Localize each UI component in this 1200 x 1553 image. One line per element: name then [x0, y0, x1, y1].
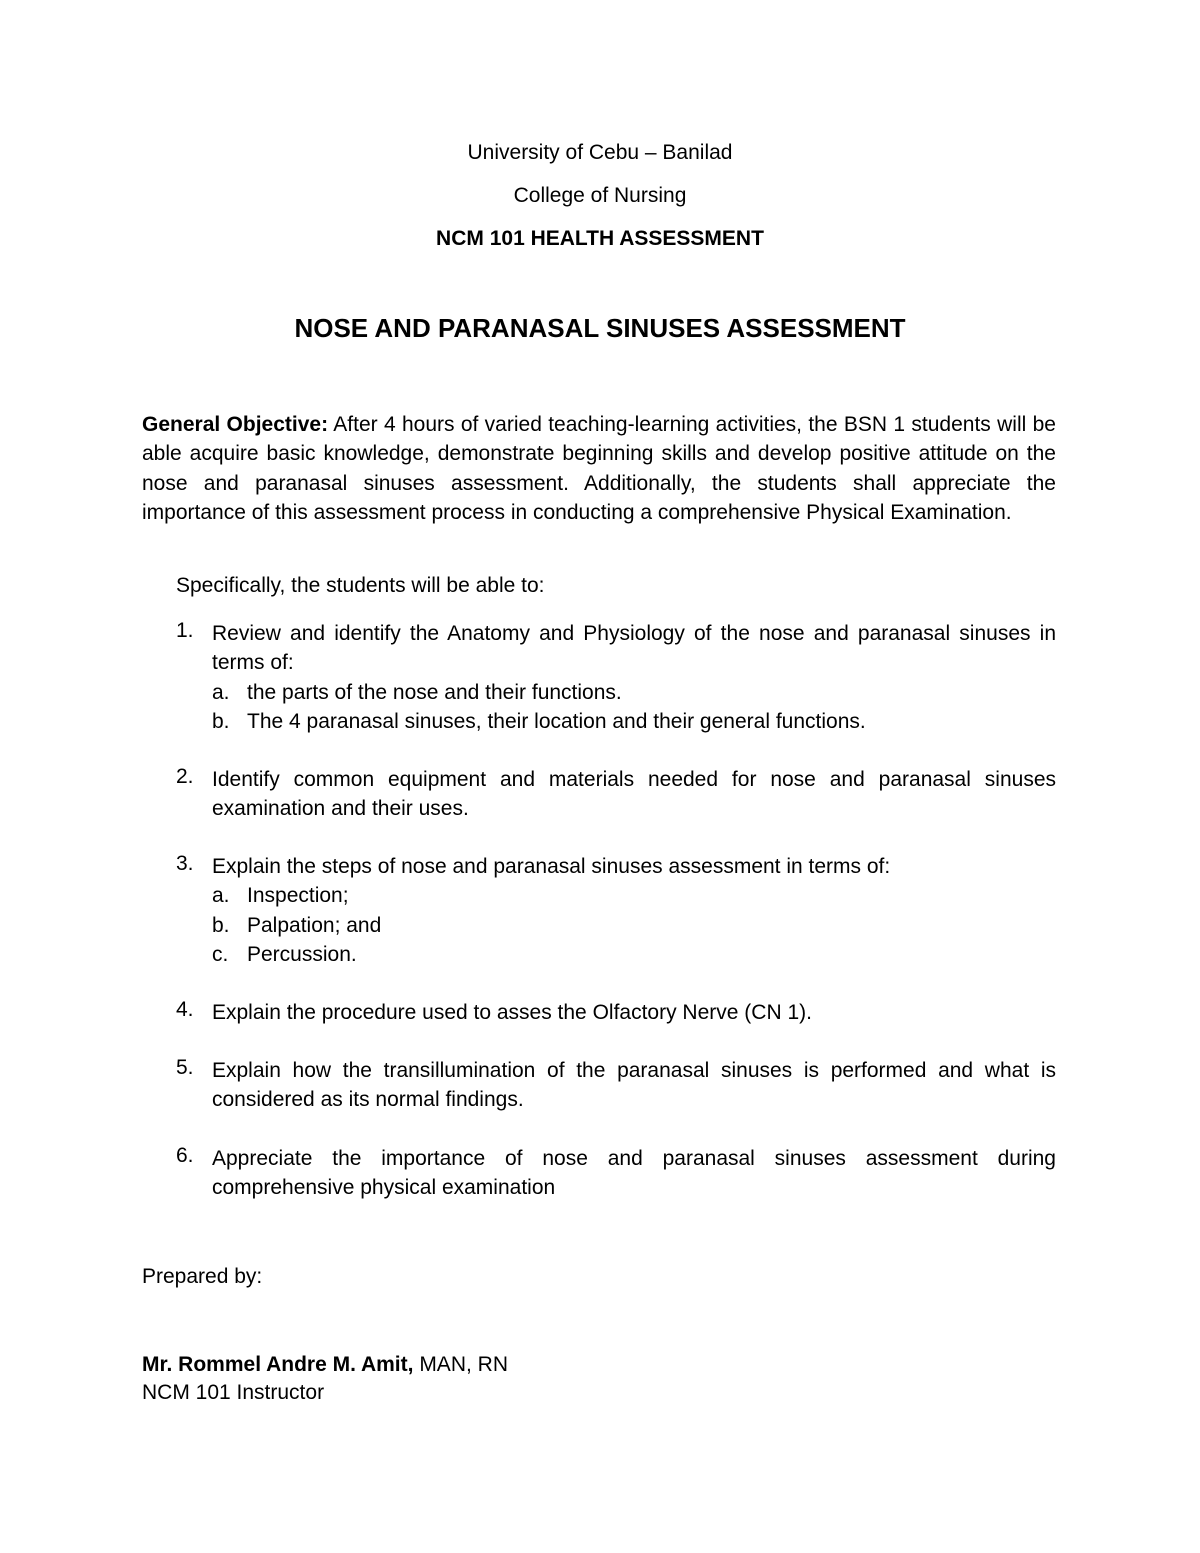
sub-item [212, 881, 1056, 910]
list-item-text: Explain how the transillumination of the paranasal sinuses is performed and what is considered as its normal findings. [212, 1059, 1056, 1112]
sub-item [212, 911, 1056, 940]
list-number: 3. [176, 852, 194, 875]
list-item-text: Explain the steps of nose and paranasal sinuses assessment in terms of: [212, 855, 891, 878]
list-item-text: Explain the procedure used to asses the Olfactory Nerve (CN 1). [212, 1001, 812, 1024]
sub-text: The 4 paranasal sinuses, their location and their general functions. [247, 710, 866, 734]
sub-letter: b. [212, 913, 230, 937]
instructor-position: NCM 101 Instructor [142, 1381, 325, 1404]
list-item-text: Review and identify the Anatomy and Physiology of the nose and paranasal sinuses in terms of: [212, 622, 1056, 675]
objective-item-3 [176, 852, 1056, 970]
college-name: College of Nursing [513, 184, 687, 207]
sub-letter: a. [212, 884, 230, 908]
sub-text: Palpation; and [247, 913, 382, 937]
instructor-signature-line [142, 1353, 508, 1377]
sub-letter: a. [212, 680, 230, 704]
university-name: University of Cebu – Banilad [467, 141, 733, 164]
general-objective-text: After 4 hours of varied teaching-learning activities, the BSN 1 students will be able acquire basic knowledge, demonstrate beginning skills and develop positive attitude on the nose and paranasal sinuses assessment. Additionally, the students shall appreciate the importance of this assessment process in conducting a comprehensive Physical Examination. [142, 413, 1056, 525]
list-number: 4. [176, 998, 194, 1021]
list-number: 2. [176, 765, 194, 788]
objective-item-2 [176, 765, 1056, 824]
sub-text: Inspection; [247, 884, 349, 908]
objective-item-4 [176, 998, 1056, 1027]
list-number: 5. [176, 1056, 194, 1079]
document-title: NOSE AND PARANASAL SINUSES ASSESSMENT [294, 313, 906, 343]
sub-item [212, 678, 1056, 707]
sub-letter: b. [212, 710, 230, 734]
sub-text: Percussion. [247, 943, 357, 967]
sub-text: the parts of the nose and their functions. [247, 680, 622, 704]
course-title: NCM 101 HEALTH ASSESSMENT [436, 227, 764, 250]
instructor-credentials: MAN, RN [413, 1353, 508, 1376]
objective-item-1 [176, 619, 1056, 737]
objective-item-6 [176, 1144, 1056, 1203]
sub-letter: c. [212, 943, 229, 967]
list-item-text: Appreciate the importance of nose and paranasal sinuses assessment during comprehensive physical examination [212, 1147, 1056, 1200]
sub-item [212, 940, 1056, 969]
list-item-text: Identify common equipment and materials needed for nose and paranasal sinuses examination and their uses. [212, 768, 1056, 821]
prepared-by-label: Prepared by: [142, 1265, 263, 1288]
objective-item-5 [176, 1056, 1056, 1115]
list-number: 6. [176, 1144, 194, 1167]
general-objective-label: General Objective: [142, 413, 329, 436]
instructor-name: Mr. Rommel Andre M. Amit, [142, 1353, 414, 1376]
specific-objectives-intro: Specifically, the students will be able to: [176, 574, 545, 597]
list-number: 1. [176, 619, 194, 642]
general-objective [142, 410, 1056, 528]
sub-item [212, 707, 1056, 736]
